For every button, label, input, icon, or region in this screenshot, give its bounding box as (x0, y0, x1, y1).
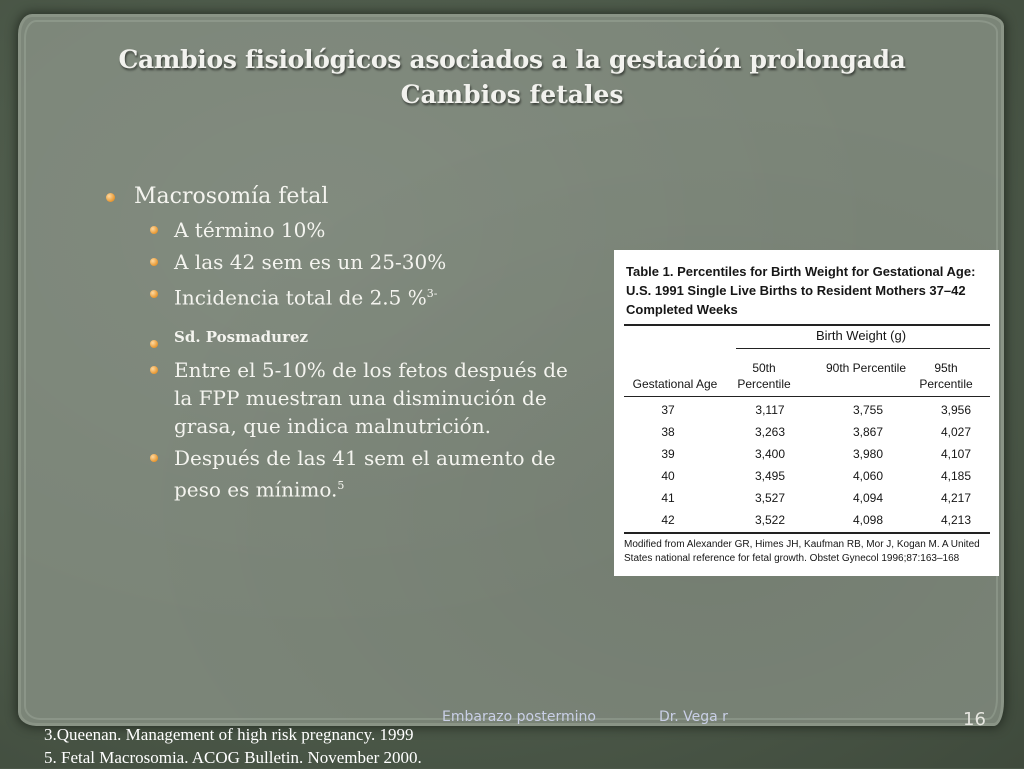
table-cell: 38 (661, 425, 675, 439)
sub-bullet (104, 248, 574, 276)
bullet-text: Macrosomía fetal (134, 184, 329, 209)
table-cell: 4,213 (940, 513, 972, 527)
table-rule (624, 396, 990, 397)
table-row (624, 444, 990, 466)
table-cell: 37 (661, 403, 675, 417)
table-cell: 42 (661, 513, 675, 527)
bullet-dot-icon (150, 226, 158, 234)
table-row (624, 466, 990, 488)
title-line-2: Cambios fetales (400, 80, 624, 109)
table-title-label: Table 1. (626, 264, 674, 279)
table-title-text: Percentiles for Birth Weight for Gestational Age: U.S. 1991 Single Live Births to Resident Mothers 37–42 Completed Weeks (626, 264, 976, 317)
table-cell: 3,117 (755, 403, 785, 417)
table-row (624, 510, 990, 532)
table-row (624, 400, 990, 422)
sub-bullet (104, 356, 574, 440)
sub-bullet-text: A término 10% (174, 218, 326, 242)
table-title (626, 262, 991, 319)
reference-item: 3.Queenan. Management of high risk pregnancy. 1999 (44, 725, 414, 744)
table-cell: 3,980 (852, 447, 884, 461)
posmadurez-heading (104, 326, 574, 348)
title-line-1: Cambios fisiológicos asociados a la gestación prolongada (118, 45, 906, 74)
bullet-dot-icon (150, 340, 158, 348)
column-header: 95th Percentile (919, 361, 973, 391)
bullet-macrosomia (104, 182, 574, 212)
table-cell: 4,098 (852, 513, 884, 527)
footer-author: Dr. Vega r (659, 709, 728, 725)
table-cell: 4,185 (940, 469, 972, 483)
bullet-dot-icon (106, 193, 115, 202)
table-cell: 4,107 (940, 447, 972, 461)
page-number: 16 (963, 709, 986, 730)
table-rule (624, 532, 990, 534)
table-cell: 4,217 (940, 491, 972, 505)
reference-item: 5. Fetal Macrosomia. ACOG Bulletin. November 2000. (44, 748, 422, 767)
table-cell: 3,495 (754, 469, 786, 483)
bullet-dot-icon (150, 366, 158, 374)
table-row (624, 422, 990, 444)
table-cell: 4,094 (852, 491, 884, 505)
sub-bullet-text: A las 42 sem es un 25-30% (174, 250, 447, 274)
reference-superscript: 3- (426, 287, 438, 300)
sub-bullet (104, 216, 574, 244)
sub-bullet (104, 280, 574, 312)
table-cell: 3,755 (852, 403, 884, 417)
sub-bullet-text: Después de las 41 sem el aumento de peso es mínimo. (174, 445, 556, 502)
table-cell: 3,263 (754, 425, 786, 439)
table-cell: 41 (661, 491, 675, 505)
slide-title (60, 42, 964, 112)
bullet-list (104, 182, 574, 507)
column-header: 50th Percentile (737, 361, 791, 391)
sub-bullet (104, 444, 574, 504)
table-rule (624, 324, 990, 326)
table-rule (736, 348, 990, 349)
table-cell: 3,522 (754, 513, 786, 527)
table-cell: 3,527 (754, 491, 786, 505)
table-cell: 39 (661, 447, 675, 461)
table-cell: 40 (661, 469, 675, 483)
group-header: Birth Weight (g) (815, 328, 907, 343)
column-header: 90th Percentile (825, 361, 907, 375)
footer-topic: Embarazo postermino (442, 709, 596, 725)
table-cell: 3,400 (754, 447, 786, 461)
table-row (624, 488, 990, 510)
bullet-dot-icon (150, 258, 158, 266)
heading-text: Sd. Posmadurez (174, 327, 309, 346)
bullet-dot-icon (150, 454, 158, 462)
column-header: Gestational Age (632, 377, 718, 391)
table-cell: 3,956 (940, 403, 972, 417)
table-cell: 4,027 (940, 425, 972, 439)
table-cell: 3,867 (852, 425, 884, 439)
references (44, 723, 422, 769)
reference-superscript: 5 (337, 478, 345, 492)
sub-bullet-text: Incidencia total de 2.5 % (174, 285, 427, 310)
table-source: Modified from Alexander GR, Himes JH, Kaufman RB, Mor J, Kogan M. A United States national reference for fetal growth. Obstet Gynecol 1996;87:163–168 (624, 539, 980, 564)
bullet-dot-icon (150, 290, 158, 298)
birth-weight-table (614, 250, 999, 576)
table-cell: 4,060 (852, 469, 884, 483)
sub-bullet-text: Entre el 5-10% de los fetos después de la FPP muestran una disminución de grasa, que indica malnutrición. (174, 357, 568, 438)
